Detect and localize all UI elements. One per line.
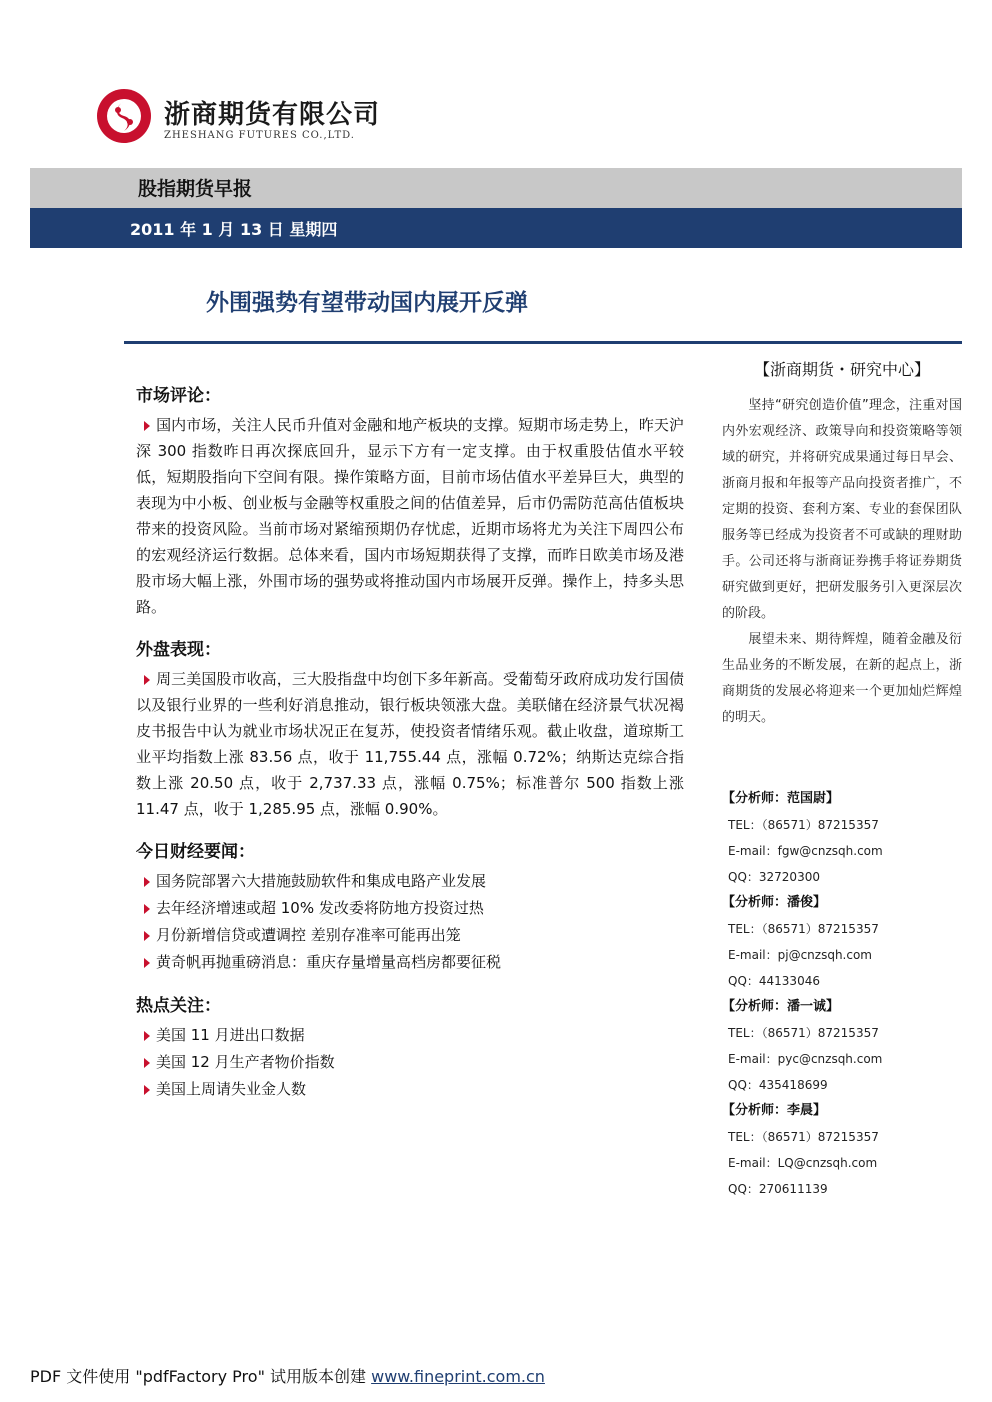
hot-topics-title: 热点关注： [136, 996, 221, 1016]
analyst-name: 【分析师：李晨】 [722, 1103, 827, 1118]
news-item-text: 国务院部署六大措施鼓励软件和集成电路产业发展 [156, 872, 487, 890]
analyst-qq: QQ：44133046 [728, 974, 820, 988]
analyst-name: 【分析师：潘一诚】 [722, 999, 840, 1014]
analyst-tel: TEL：（86571）87215357 [728, 818, 879, 832]
analyst-card [722, 1098, 962, 1202]
analyst-list [722, 786, 962, 1202]
footer-text: PDF 文件使用 "pdfFactory Pro" 试用版本创建 [30, 1367, 372, 1386]
market-comment-title: 市场评论： [136, 386, 221, 406]
intro-text-2: 展望未来、期待辉煌，随着金融及衍生品业务的不断发展，在新的起点上，浙商期货的发展必将迎来一个更加灿烂辉煌的明天。 [722, 632, 962, 725]
headline-divider [124, 341, 962, 344]
intro-text-1: 坚持“研究创造价值”理念，注重对国内外宏观经济、政策导向和投资策略等领域的研究，并将研究成果通过每日早会、浙商月报和年报等产品向投资者推广，不定期的投资、套利方案、专业的套保团队服务等已经成为投资者不可或缺的理财助手。公司还将与浙商证券携手将证券期货研究做到更好，把研发服务引入更深层次的阶段。 [722, 398, 962, 621]
analyst-email[interactable]: E-mail：fgw@cnzsqh.com [728, 844, 883, 858]
bullet-arrow-icon [144, 1031, 150, 1041]
overseas-text: 周三美国股市收高，三大股指盘中均创下多年新高。受葡萄牙政府成功发行国债以及银行业界的一些利好消息推动，银行板块领涨大盘。美联储在经济景气状况褐皮书报告中认为就业市场状况正在复苏，使投资者情绪乐观。截止收盘，道琼斯工业平均指数上涨 83.56 点，收于 11,755.44 点，涨幅 0.72%；纳斯达克综合指数上涨 20.50 点，收于 2,737.33 点，涨幅 0.75%；标准普尔 500 指数上涨 11.47 点，收于 1,285.95 点，涨幅 0.90%。 [136, 670, 684, 818]
company-logo [96, 88, 386, 154]
bullet-arrow-icon [144, 421, 150, 431]
hot-item [136, 1076, 684, 1103]
news-item [136, 922, 684, 949]
news-item-text: 月份新增信贷或遭调控 差别存准率可能再出笼 [156, 926, 461, 944]
hot-item-text: 美国 12 月生产者物价指数 [156, 1053, 335, 1071]
bullet-arrow-icon [144, 1085, 150, 1095]
bullet-arrow-icon [144, 904, 150, 914]
company-name-cn: 浙商期货有限公司 [164, 100, 381, 130]
news-item-text: 黄奇帆再抛重磅消息：重庆存量增量高档房都要征税 [156, 953, 502, 971]
hot-item-text: 美国上周请失业金人数 [156, 1080, 307, 1098]
analyst-name: 【分析师：范国尉】 [722, 791, 840, 806]
analyst-tel: TEL：（86571）87215357 [728, 922, 879, 936]
analyst-qq: QQ：270611139 [728, 1182, 828, 1196]
hot-item [136, 1022, 684, 1049]
sidebar [722, 355, 962, 731]
intro-paragraph [722, 627, 962, 731]
overseas-title: 外盘表现： [136, 640, 221, 660]
analyst-card [722, 994, 962, 1098]
headline: 外围强势有望带动国内展开反弹 [206, 290, 528, 316]
market-comment-text: 国内市场，关注人民币升值对金融和地产板块的支撑。短期市场走势上，昨天沪深 300 指数昨日再次探底回升，显示下方有一定支撑。由于权重股估值水平较低，短期股指向下空间有限。操作策略方面，目前市场估值水平差异巨大，典型的表现为中小板、创业板与金融等权重股之间的估值差异，后市仍需防范高估值板块带来的投资风险。当前市场对紧缩预期仍存忧虑，近期市场将尤为关注下周四公布的宏观经济运行数据。总体来看，国内市场短期获得了支撑，而昨日欧美市场及港股市场大幅上涨，外围市场的强势或将推动国内市场展开反弹。操作上，持多头思路。 [136, 416, 684, 616]
analyst-name: 【分析师：潘俊】 [722, 895, 827, 910]
overseas-body [136, 666, 684, 822]
news-item-text: 去年经济增速或超 10% 发改委将防地方投资过热 [156, 899, 484, 917]
news-title: 今日财经要闻： [136, 842, 255, 862]
report-title-bar [30, 168, 962, 208]
analyst-card [722, 890, 962, 994]
analyst-email[interactable]: E-mail：pyc@cnzsqh.com [728, 1052, 883, 1066]
hot-item-text: 美国 11 月进出口数据 [156, 1026, 305, 1044]
zheshang-logo-icon [96, 88, 152, 144]
news-item [136, 895, 684, 922]
report-title: 股指期货早报 [138, 178, 253, 200]
research-center-label: 【浙商期货・研究中心】 [753, 360, 930, 379]
hot-item [136, 1049, 684, 1076]
analyst-card [722, 786, 962, 890]
bullet-arrow-icon [144, 877, 150, 887]
company-name-en: ZHESHANG FUTURES CO.,LTD. [164, 130, 355, 141]
report-date: 2011 年 1 月 13 日 星期四 [130, 220, 338, 239]
date-bar [30, 208, 962, 248]
market-comment-body [136, 412, 684, 620]
bullet-arrow-icon [144, 675, 150, 685]
analyst-qq: QQ：32720300 [728, 870, 820, 884]
analyst-email[interactable]: E-mail：LQ@cnzsqh.com [728, 1156, 878, 1170]
analyst-tel: TEL：（86571）87215357 [728, 1130, 879, 1144]
intro-paragraph [722, 393, 962, 627]
main-content [136, 380, 684, 1103]
news-item [136, 949, 684, 976]
pdf-footer [30, 1364, 545, 1387]
bullet-arrow-icon [144, 1058, 150, 1068]
analyst-email[interactable]: E-mail：pj@cnzsqh.com [728, 948, 872, 962]
analyst-qq: QQ：435418699 [728, 1078, 828, 1092]
bullet-arrow-icon [144, 958, 150, 968]
bullet-arrow-icon [144, 931, 150, 941]
news-item [136, 868, 684, 895]
analyst-tel: TEL：（86571）87215357 [728, 1026, 879, 1040]
footer-link[interactable]: www.fineprint.com.cn [371, 1367, 545, 1386]
